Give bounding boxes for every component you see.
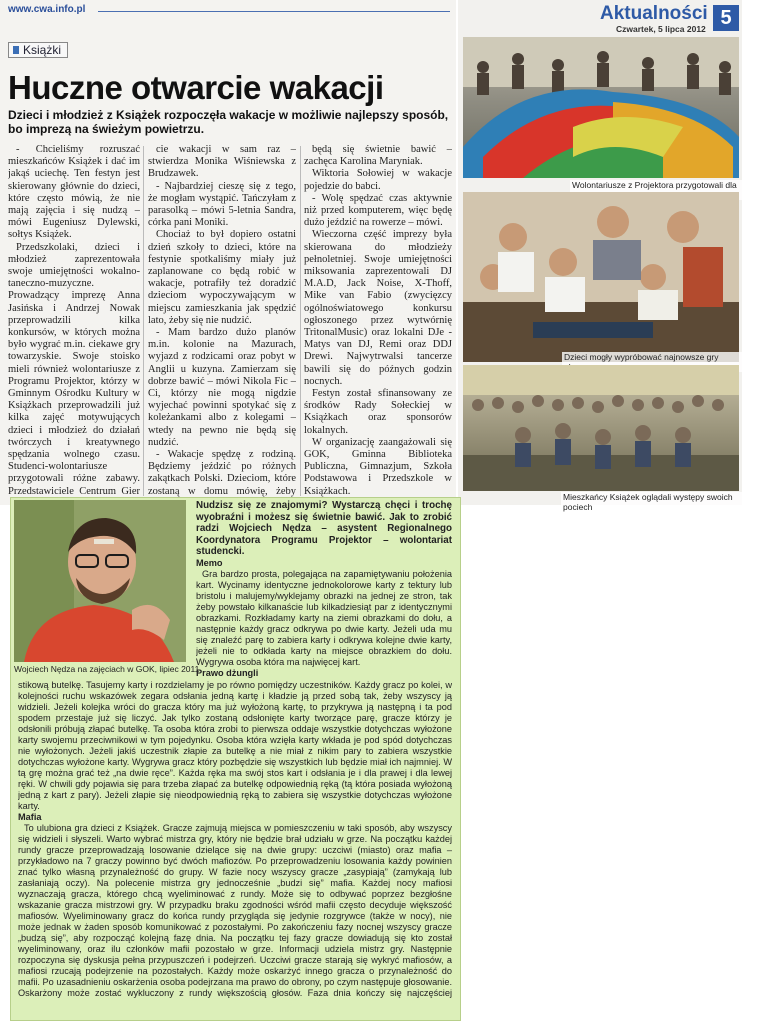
photo-wojciech-nedza: [14, 500, 186, 662]
page-number: 5: [713, 5, 739, 31]
paragraph: - Chcieliśmy rozruszać mieszkańców Książek i dać im jakąś uciechę. Ten festyn jest skierowany głównie do dzieci, które często mówią, że nie mają zajęcia i się nudzą – mówi Eugeniusz Dylewski, sołtys Książek.: [8, 144, 140, 241]
paragraph: Festyn został sfinansowany ze środków Rady Sołeckiej w Książkach oraz sponsorów lokalnych.: [304, 388, 452, 436]
article-column-3: [304, 144, 452, 498]
subheading-prawo-dzungli: Prawo dżungli: [196, 667, 259, 678]
paragraph: - Wakacje spędzę z rodziną. Będziemy jeździć po różnych zakątkach Polski. Dzieciom, które zostaną w domu mówię, żeby: [148, 449, 296, 497]
subheading-mafia: Mafia: [18, 812, 42, 822]
photo-caption: Mieszkańcy Książek oglądali występy swoich pociech: [561, 492, 759, 512]
photo-audience: [463, 365, 739, 491]
info-box-bottom: [18, 680, 452, 1000]
issue-date: Czwartek, 5 lipca 2012: [616, 24, 706, 34]
info-box-lead: Nudzisz się ze znajomymi? Wystarczą chęci i trochę wyobraźni i możesz się świetnie bawić. Jak to zrobić radzi Wojciech Nędza – asystent Regionalnego Koordynatora Programu Projektor – wolontariat studencki.: [196, 500, 452, 557]
paragraph: - Wolę spędzać czas aktywnie niż przed komputerem, więc będę dużo jeździć na rowerze – mówi.: [304, 192, 452, 229]
paragraph: Chociaż to był dopiero ostatni dzień szkoły to dzieci, które na festynie spotkaliśmy miały już zaplanowane co będą robić w wakacje, potrafiły też doradzić dzieciom wypoczywającym w miejscu zamieszkania jak spędzić lato, żeby się nie nudzić.: [148, 229, 296, 326]
paragraph: - Mam bardzo dużo planów m.in. kolonie na Mazurach, wyjazd z rodzicami oraz pobyt w Anglii u kuzyna. Zamierzam się dobrze bawić – mówi Nikola Fic – Ci, którzy nie mogą nigdzie wyjechać powinni spotykać się z koleżankami albo z kolegami – wtedy na pewno nie będą się nudzić.: [148, 327, 296, 448]
section-label: Książki: [8, 42, 68, 58]
info-box-top-column: [196, 500, 452, 680]
article-lead: Dzieci i młodzież z Książek rozpoczęła wakacje w możliwie najlepszy sposób, bo imprezą na świeżym powietrzu.: [8, 108, 449, 136]
article-column-2: [148, 144, 296, 498]
article-headline: Huczne otwarcie wakacji: [8, 69, 384, 106]
paragraph: - Najbardziej cieszę się z tego, że mogłam wystąpić. Tańczyłam z parasolką – mówi 5-letnia Sandra, córka pani Moniki.: [148, 180, 296, 229]
paragraph: W organizację zaangażowali się GOK, Gminna Biblioteka Publiczna, Gimnazjum, Szkoła Podstawowa i Przedszkole w Książkach.: [304, 436, 452, 497]
article-column-1: [8, 144, 140, 498]
photo-parachute-illustration: [463, 37, 739, 178]
header-rule: [98, 11, 450, 12]
paragraph: Przedszkolaki, dzieci i młodzież zaprezentowała swoje umiejętności wokalno-taneczno-muzyczne. Prowadzący imprezę Anna Jasińska i Andrzej Nowak przeprowadzili kilka konkursów, w których można było wygrać m.in. ciekawe gry towarzyskie. Swoje stoisko mieli również wolontariusze z Programu Projektor, którzy w Gminnym Ośrodku Kultury w Książkach przeprowadzili już kilka zajęć motywujących dzieci i młodzież do działań twórczych i kreatywnego spędzania wolnego czasu. Studenci-wolontariusze przygotowali różne zabawy. Przedstawiciele Centrum Gier: [8, 241, 140, 497]
paragraph: Wieczorna część imprezy była skierowana do młodzieży pełnoletniej. Swoje umiejętności miksowania zaprezentowali DJ M.A.D, Jack Noise, X-Thoff, Mike van Fabio (zwycięzcy ogólnoświatowego konkursu ogłoszonego przez wytwórnię TritonalMusic) oraz lokalni DJe - Matys van DJ, Remi oraz DDJ Drewi. Najwytrwalsi tancerze bawili się do późnych godzin nocnych.: [304, 229, 452, 387]
site-url: www.cwa.info.pl: [8, 4, 86, 15]
column-divider: [300, 146, 301, 496]
paragraph: stikową butelkę. Tasujemy karty i rozdzielamy je po równo pomiędzy uczestników. Każdy gracz po kolei, w kolejności ruchu wskazówek zegara odsłania jedną kartę i kładzie ją przed sobą tak, żeby wszyscy ją widzieli. Jeżeli kolejka wróci do gracza który ma już wyłożoną kartę, to przykrywa ją następną i ta pod spodem przestaje już się liczyć. Jak tylko zostaną odsłonięte karty tworzące parę, gracze którzy je odsłonili próbują złapać butelkę. Ta osoba która zrobi to pierwsza oddaje wszystkie dotychczas wyłożone karty swojemu przeciwnikowi w tym pojedynku. Osoba która wzięła karty wkłada je pod spód dotychczas nie wyłożonych. Jeżeli jakiś uczestnik złapie za butelkę a nie miał z nikim pary to zabiera wszystkie dotychczas wyłożone karty. Wygrywa gracz który pozbędzie się wszystkich lub będzie miał ich najmniej. W tą grę można grać też „na dwie ręce”. Każda ręka ma swój stos kart i odsłania je i dla prawej i dla lewej ręki. W chwili gdy pojawia się para trzeba złapać za butelkę odpowiednią ręką (tą która posiada wyłożoną jedną z kart z pary). Jeżeli złapie się nieodpowiednią ręką to zabiera się wszystkie dotychczas wyłożone karty.: [18, 680, 452, 811]
page-section-title: Aktualności: [600, 3, 708, 24]
photo-board-games: [463, 192, 739, 362]
paragraph: To ulubiona gra dzieci z Książek. Gracze zajmują miejsca w pomieszczeniu w taki sposób, aby wszyscy się widzieli i słyszeli. Warto wybrać mistrza gry, który nie będzie brał udziału w grze. Na początku każdej rundy gracze przeprowadzają losowanie dzielące się na dwie grupy: uczciwi (miasto) oraz mafia – przykładowo na 7 graczy powinno być dwóch mafiozów. Po przeprowadzeniu losowania każdy powinien znać tylko własną przynależność do grupy. W fazie nocy wszyscy gracze „zasypiają” (zamykają lub zasłaniają oczy). Na polecenie mistrza gry jednocześnie „budzi się” mafia. Każdej nocy mafiosi wyznaczają gracza, którego chcą wyeliminować z rundy. Może się to odbywać poprzez bezgłośne wskazanie gracza mistrzowi gry. W przypadku braku zgodności wśród mafii często decyduje większość mafiosów. Wyeliminowany gracz do końca rundy przygląda się jedynie rozgrywce (także w nocy), nie może jednak w żaden sposób komunikować z pozostałymi. Po zakończeniu fazy nocnej wszyscy gracze „budzą się”, aby rozpocząć kolejną fazę dnia. Na początku tej fazy gracze dowiadują się kto został wyeliminowany, oraz ilu członków mafii pozostało w grze. Informacji udziela mistrz gry. Następnie rozpoczyna się dyskusja pełna przypuszczeń i podejrzeń. Uczciwi gracze starają się wykryć mafiosów, a mafiosi rzucają podejrzenie na pozostałych. Każdy może oskarżyć innego gracza o przynależność do mafii. Po uzasadnieniu oskarżenia osoba podejrzana ma prawo do obrony, po czym następuje głosowanie. Oskarżony może zostać wykluczony z rundy większością głosów. Faza dnia kończy się najczęściej: [18, 823, 452, 998]
photo-caption: Wojciech Nędza na zajęciach w GOK, lipiec 2011: [14, 664, 200, 674]
paragraph: cie wakacji w sam raz – stwierdza Monika Wiśniewska z Brudzawek.: [148, 144, 296, 180]
photo-portrait-illustration: [14, 500, 186, 662]
paragraph: Gra bardzo prosta, polegająca na zapamiętywaniu położenia kart. Wycinamy identyczne jednokolorowe karty z tektury lub bristolu i malujemy/wyklejamy obrazki na jednej ze stron, tak żeby powstało kilkanaście lub kilkadziesiąt par z identycznymi obrazkami. Rozkładamy karty na ziemi obrazkami do dołu, a następnie każdy gracz odkrywa po dwie karty. Jeżeli uda mu się znaleźć parę to zabiera karty i odkrywa kolejne dwie karty, jeżeli nie to odkłada karty na miejsce obrazkiem do dołu. Wygrywa osoba która ma najwięcej kart.: [196, 568, 452, 667]
photo-audience-illustration: [463, 365, 739, 491]
photo-caption: Wolontariusze z Projektora przygotowali dla: [570, 180, 759, 200]
paragraph: będą się świetnie bawić – zachęca Karolina Maryniak.: [304, 144, 452, 168]
photo-board-games-illustration: [463, 192, 739, 362]
subheading-memo: Memo: [196, 557, 223, 568]
photo-caption: Dzieci mogły wypróbować najnowsze gry: [562, 352, 759, 372]
column-divider: [143, 146, 144, 496]
photo-parachute-game: [463, 37, 739, 178]
paragraph: Wiktoria Sołowiej w wakacje pojedzie do babci.: [304, 168, 452, 192]
